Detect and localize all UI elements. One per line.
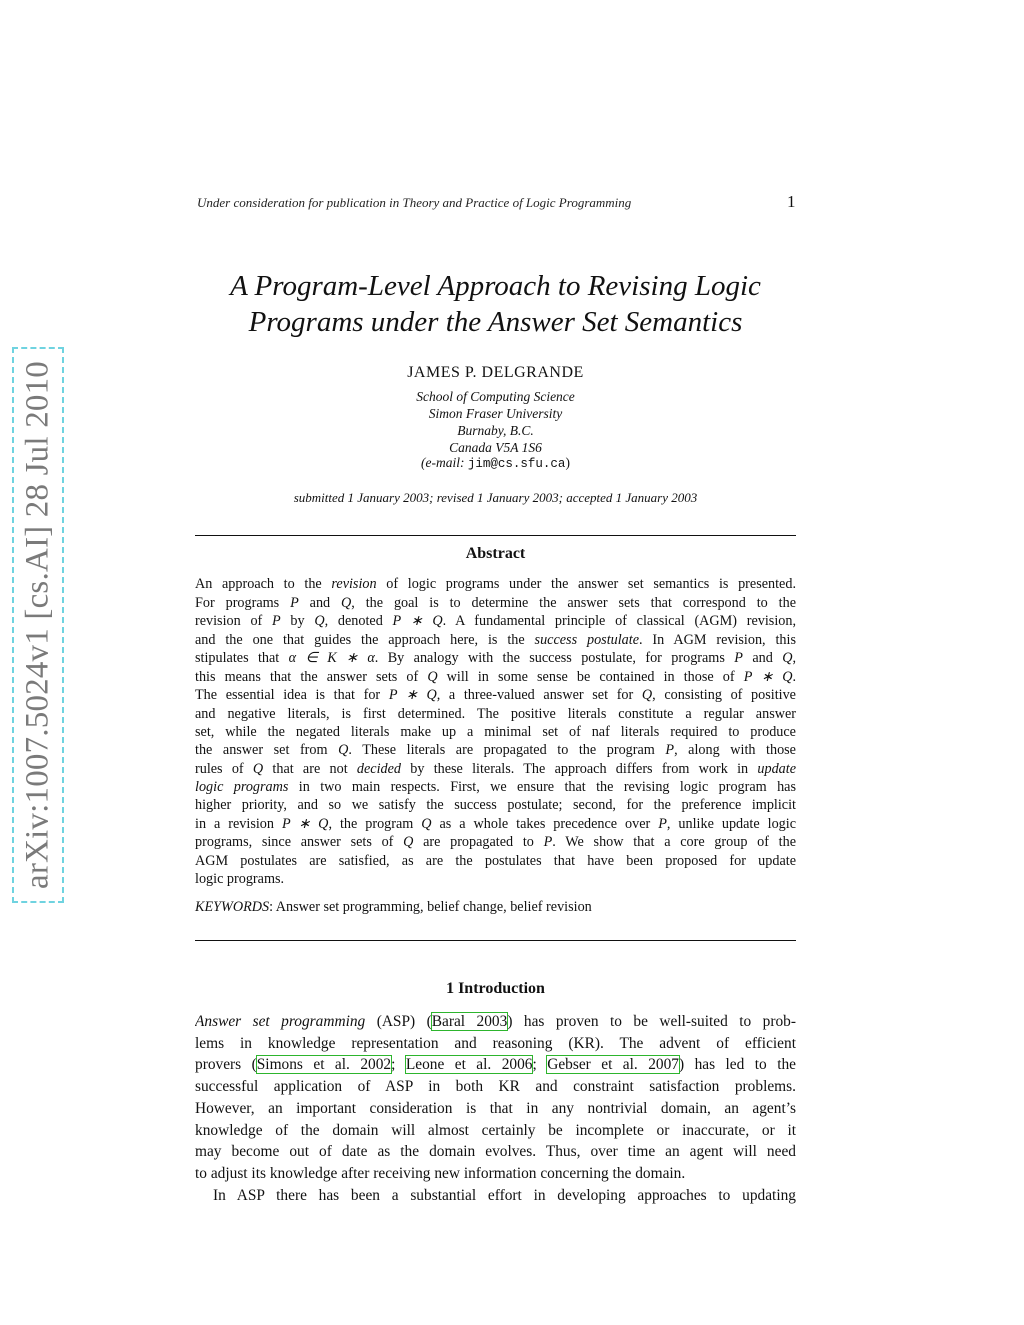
running-head: Under consideration for publication in Theory and Practice of Logic Programming: [197, 195, 632, 210]
abstract-line: programs, since answer sets of Q are propagated to P. We show that a core group of the: [195, 834, 796, 850]
body-line: Answer set programming (ASP) (Baral 2003) has proven to be well-suited to prob-: [195, 1013, 796, 1030]
keywords-text: : Answer set programming, belief change, belief revision: [269, 899, 592, 915]
author-email-line: [195, 455, 796, 471]
affiliation-line: Simon Fraser University: [428, 406, 563, 421]
author-name: JAMES P. DELGRANDE: [407, 364, 584, 381]
abstract-line: logic programs.: [195, 871, 285, 887]
page-number: 1: [787, 192, 796, 211]
paper-title-line-2: Programs under the Answer Set Semantics: [248, 306, 743, 338]
affiliation-line: Burnaby, B.C.: [457, 423, 534, 438]
abstract-line: the answer set from Q. These literals are propagated to the program P, along with those: [195, 742, 796, 758]
abstract-top-rule: [195, 535, 796, 536]
email-address[interactable]: jim@cs.sfu.ca: [467, 457, 566, 471]
citation-link[interactable]: Baral 2003: [431, 1013, 508, 1030]
abstract-line: AGM postulates are satisfied, as are the postulates that have been proposed for update: [195, 853, 796, 869]
section-heading-introduction: 1 Introduction: [446, 980, 545, 997]
affiliation-line: Canada V5A 1S6: [449, 440, 542, 455]
keywords-label: KEYWORDS: [195, 899, 270, 915]
citation-link[interactable]: Simons et al. 2002: [256, 1056, 392, 1073]
abstract-line: set, while the negated literals make up a minimal set of naf literals required to produce: [195, 724, 796, 740]
affiliation-line: School of Computing Science: [416, 389, 575, 404]
body-line: may become out of date as the domain evolves. Thus, over time an agent will need: [195, 1143, 796, 1160]
body-line: knowledge of the domain will almost certainly be incomplete or inaccurate, or it: [195, 1122, 796, 1139]
body-line: to adjust its knowledge after receiving new information concerning the domain.: [195, 1165, 686, 1182]
email-label: (e-mail:: [421, 455, 468, 470]
abstract-line: stipulates that α ∈ K ∗ α. By analogy with the success postulate, for programs P and Q,: [195, 650, 796, 666]
body-line: provers (Simons et al. 2002; Leone et al. 2006; Gebser et al. 2007) has led to the: [195, 1056, 796, 1073]
submission-dates: submitted 1 January 2003; revised 1 January 2003; accepted 1 January 2003: [293, 490, 698, 505]
abstract-line: in a revision P ∗ Q, the program Q as a whole takes precedence over P, unlike update logic: [195, 816, 796, 832]
abstract-line: higher priority, and so we satisfy the success postulate; second, for the preference implicit: [195, 797, 796, 813]
arxiv-stamp: [12, 347, 64, 903]
paper-title-line-1: A Program-Level Approach to Revising Logic: [230, 270, 761, 302]
abstract-line: rules of Q that are not decided by these literals. The approach differs from work in update: [195, 761, 796, 777]
body-line: successful application of ASP in both KR and constraint satisfaction problems.: [195, 1078, 796, 1095]
body-line: lems in knowledge representation and reasoning (KR). The advent of efficient: [195, 1035, 796, 1052]
citation-link[interactable]: Gebser et al. 2007: [547, 1056, 679, 1073]
abstract-line: and the one that guides the approach here, is the success postulate. In AGM revision, this: [195, 632, 796, 648]
citation-link[interactable]: Leone et al. 2006: [405, 1056, 533, 1073]
abstract-bottom-rule: [195, 940, 796, 941]
abstract-line: and negative literals, is first determined. The positive literals constitute a regular answer: [195, 706, 796, 722]
arxiv-identifier: arXiv:1007.5024v1 [cs.AI] 28 Jul 2010: [19, 360, 56, 890]
abstract-line: this means that the answer sets of Q will in some sense be contained in those of P ∗ Q.: [195, 669, 796, 685]
abstract-heading: Abstract: [465, 545, 526, 562]
body-line: However, an important consideration is that in any nontrivial domain, an agent’s: [195, 1100, 796, 1117]
abstract-line: For programs P and Q, the goal is to determine the answer sets that correspond to the: [195, 595, 796, 611]
keywords: [195, 898, 796, 916]
abstract-line: The essential idea is that for P ∗ Q, a three-valued answer set for Q, consisting of positive: [195, 687, 796, 703]
abstract-line: An approach to the revision of logic programs under the answer set semantics is presented.: [195, 576, 796, 592]
abstract-line: revision of P by Q, denoted P ∗ Q. A fundamental principle of classical (AGM) revision,: [195, 613, 796, 629]
email-close: ): [565, 455, 570, 470]
body-line: In ASP there has been a substantial effort in developing approaches to updating: [213, 1187, 796, 1204]
abstract-line: logic programs in two main respects. First, we ensure that the revising logic program has: [195, 779, 796, 795]
